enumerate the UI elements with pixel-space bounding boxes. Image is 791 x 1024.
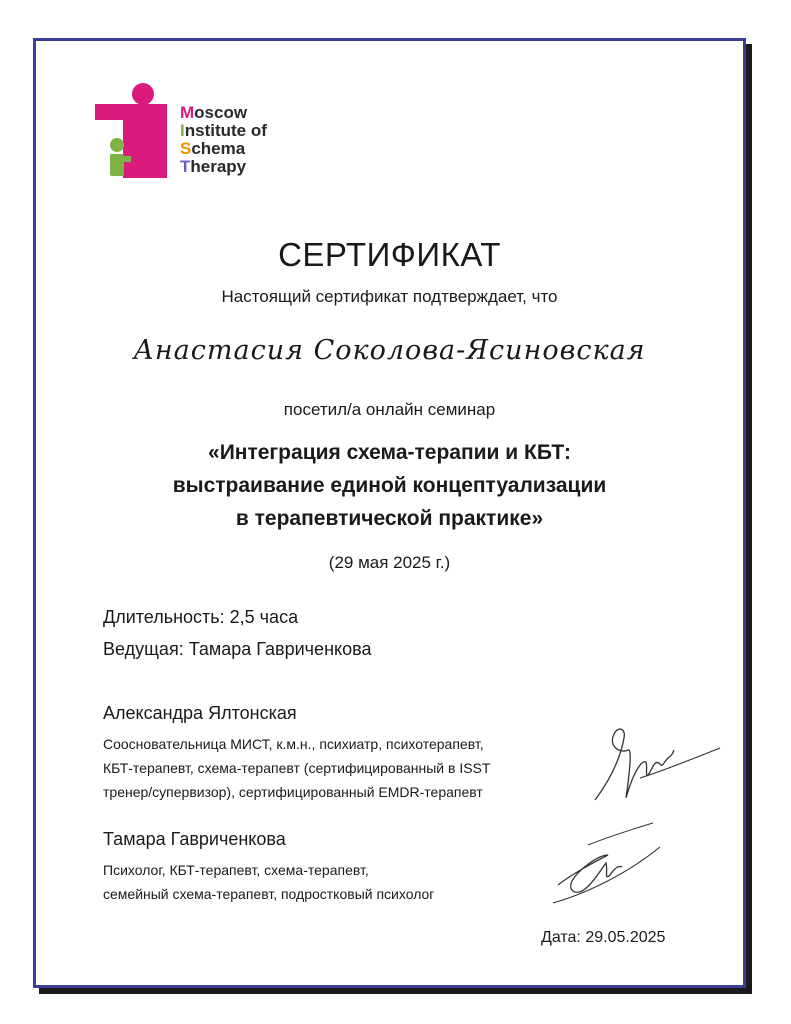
seminar-title	[33, 436, 746, 535]
logo-line-3: Schema	[180, 139, 246, 158]
logo-line-2: Institute of	[180, 121, 267, 140]
signatory-description	[103, 858, 434, 906]
signatory-description-line: КБТ-терапевт, схема-терапевт (сертифицированный в ISST	[103, 760, 491, 776]
logo-line-4: Therapy	[180, 157, 247, 176]
seminar-title-line: в терапевтической практике»	[235, 507, 544, 530]
signature-gavrichenkova-icon	[548, 815, 663, 910]
signatory-description-line: Психолог, КБТ-терапевт, схема-терапевт,	[103, 862, 369, 878]
signatory-name: Александра Ялтонская	[103, 703, 297, 723]
certificate-title: СЕРТИФИКАТ	[278, 236, 501, 273]
signatory-description-line: семейный схема-терапевт, подростковый психолог	[103, 886, 435, 902]
issue-date-value: 29.05.2025	[585, 929, 666, 946]
signature-yaltonskaya-icon	[590, 720, 725, 810]
issue-date	[541, 929, 665, 947]
logo-wordmark	[180, 104, 267, 176]
seminar-title-line: «Интеграция схема-терапии и КБТ:	[208, 441, 571, 464]
recipient-name: Анастасия Соколова-Ясиновская	[133, 335, 646, 366]
signatory-description-line: Соосновательница МИСТ, к.м.н., психиатр, психотерапевт,	[103, 736, 484, 752]
lead-text: Ведущая: Тамара Гавриченкова	[103, 639, 372, 659]
certificate-subtitle: Настоящий сертификат подтверждает, что	[221, 287, 558, 306]
logo-line-1: Moscow	[180, 103, 248, 122]
signatory-name: Тамара Гавриченкова	[103, 829, 286, 849]
seminar-title-line: выстраивание единой концептуализации	[172, 474, 607, 497]
attended-text: посетил/а онлайн семинар	[283, 400, 496, 419]
signatory-description	[103, 732, 490, 804]
signatory-description-line: тренер/супервизор), сертифицированный EMDR-терапевт	[103, 784, 483, 800]
seminar-date: (29 мая 2025 г.)	[328, 553, 451, 572]
issue-date-label: Дата:	[541, 929, 581, 946]
duration-text: Длительность: 2,5 часа	[103, 607, 299, 627]
